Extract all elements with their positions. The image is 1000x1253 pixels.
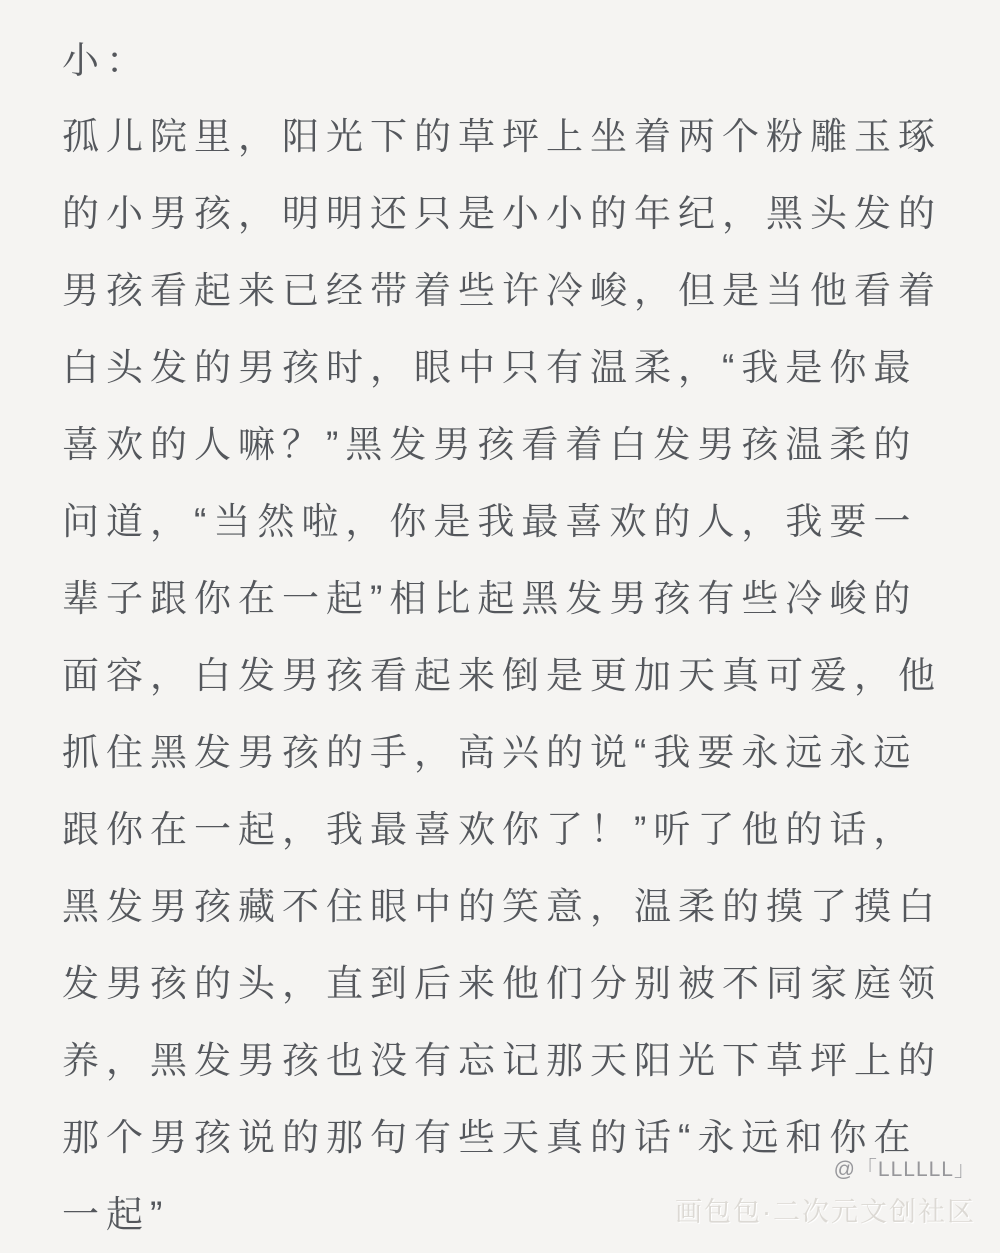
story-line: 问道，“当然啦，你是我最喜欢的人，我要一: [62, 501, 918, 542]
story-line: 那个男孩说的那句有些天真的话“永远和你在: [62, 1117, 918, 1158]
story-line: 抓住黑发男孩的手，高兴的说“我要永远永远: [62, 732, 918, 773]
watermark-author: @「LLLLLL」: [833, 1158, 976, 1181]
story-heading: 小：: [62, 40, 150, 81]
story-text: [62, 98, 1000, 1253]
story-line: 辈子跟你在一起”相比起黑发男孩有些冷峻的: [62, 578, 918, 619]
story-line: 养，黑发男孩也没有忘记那天阳光下草坪上的: [62, 1040, 942, 1081]
story-line: 面容，白发男孩看起来倒是更加天真可爱，他: [62, 655, 942, 696]
story-line: 的小男孩，明明还只是小小的年纪，黑头发的: [62, 193, 942, 234]
watermark: [675, 1153, 976, 1229]
story-line: 发男孩的头，直到后来他们分别被不同家庭领: [62, 963, 942, 1004]
story-line: 白头发的男孩时，眼中只有温柔，“我是你最: [62, 347, 918, 388]
story-line: 一起”: [62, 1194, 170, 1235]
story-line: 喜欢的人嘛？”黑发男孩看着白发男孩温柔的: [62, 424, 918, 465]
story-line: 孤儿院里，阳光下的草坪上坐着两个粉雕玉琢: [62, 116, 942, 157]
story-line: 男孩看起来已经带着些许冷峻，但是当他看着: [62, 270, 942, 311]
story-line: 黑发男孩藏不住眼中的笑意，温柔的摸了摸白: [62, 886, 942, 927]
watermark-community-logo: 画包包·二次元文创社区: [675, 1197, 976, 1227]
story-line: 跟你在一起，我最喜欢你了！”听了他的话，: [62, 809, 918, 850]
